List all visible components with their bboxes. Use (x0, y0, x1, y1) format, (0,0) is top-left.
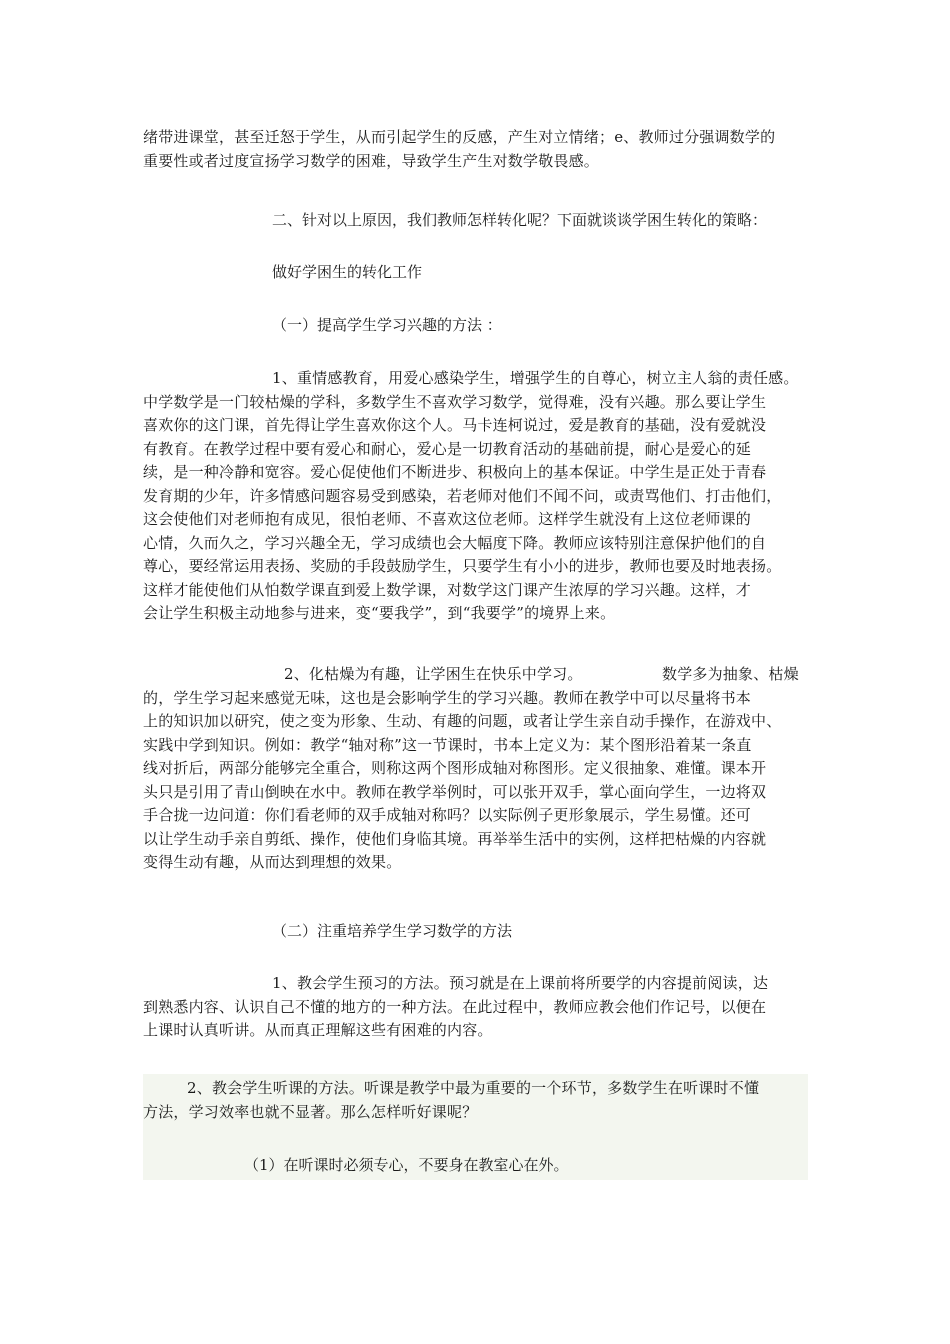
section-heading-2: 二、针对以上原因，我们教师怎样转化呢？下面就谈谈学困生转化的策略： (272, 211, 768, 229)
text-line: 绪带进课堂，甚至迁怒于学生，从而引起学生的反感，产生对立情绪；e、教师过分强调数学的 (143, 128, 776, 146)
text-line: 这会使他们对老师抱有成见，很怕老师、不喜欢这位老师。这样学生就没有上这位老师课的 (143, 510, 752, 528)
text-line: 实践中学到知识。例如：教学“轴对称”这一节课时，书本上定义为：某个图形沿着某一条直 (143, 735, 752, 754)
subsection-heading-1: （一）提高学生学习兴趣的方法 ： (272, 316, 502, 334)
text-line: 有教育。在教学过程中要有爱心和耐心，爱心是一切教育活动的基础前提，耐心是爱心的延 (143, 439, 752, 458)
subsection-heading: 做好学困生的转化工作 (272, 263, 423, 281)
text-line: 中学数学是一门较枯燥的学科，多数学生不喜欢学习数学，觉得难，没有兴趣。那么要让学生 (143, 392, 767, 411)
text-line: 方法，学习效率也就不显著。那么怎样听好课呢？ (143, 1102, 478, 1121)
item-2-heading: 2、化枯燥为有趣，让学困生在快乐中学习。 (284, 665, 583, 683)
text-line: 1、教会学生预习的方法。预习就是在上课前将所要学的内容提前阅读，达 (272, 974, 769, 992)
paragraph-listening-method (143, 1077, 808, 1124)
text-line: 会让学生积极主动地参与进来，变“要我学”，到“我要学”的境界上来。 (143, 604, 616, 622)
text-line: 心情，久而久之，学习兴趣全无，学习成绩也会大幅度下降。教师应该特别注意保护他们的自 (143, 533, 767, 552)
text-line (143, 663, 808, 687)
text-line: 发育期的少年，许多情感问题容易受到感染，若老师对他们不闻不问，或责骂他们、打击他们， (143, 486, 782, 505)
text-line: 上的知识加以研究，使之变为形象、生动、有趣的问题，或者让学生亲自动手操作，在游戏中、 (143, 712, 782, 730)
text-line: 到熟悉内容、认识自己不懂的地方的一种方法。在此过程中，教师应教会他们作记号，以便在 (143, 997, 767, 1016)
text-line: 的，学生学习起来感觉无味，这也是会影响学生的学习兴趣。教师在教学中可以尽量将书本 (143, 688, 752, 707)
paragraph-intro-tail (143, 126, 808, 173)
text-line: 这样才能使他们从怕数学课直到爱上数学课，对数学这门课产生浓厚的学习兴趣。这样，才 (143, 580, 752, 599)
text-line: 变得生动有趣，从而达到理想的效果。 (143, 853, 402, 871)
paragraph-emotion-education (143, 367, 808, 626)
text-line: 尊心，要经常运用表扬、奖励的手段鼓励学生，只要学生有小小的进步，教师也要及时地表扬。 (143, 557, 782, 575)
paragraph-make-interesting (143, 663, 808, 875)
text-line: 2、教会学生听课的方法。听课是教学中最为重要的一个环节，多数学生在听课时不懂 (187, 1079, 760, 1097)
text-line: 手合拢一边问道：你们看老师的双手成轴对称吗？以实际例子更形象展示，学生易懂。还可 (143, 806, 752, 824)
text-line: 线对折后，两部分能够完全重合，则称这两个图形成轴对称图形。定义很抽象、难懂。课本开 (143, 759, 767, 777)
text-line: 头只是引用了青山倒映在水中。教师在教学举例时，可以张开双手，掌心面向学生，一边将双 (143, 782, 767, 801)
item-2-lead: 数学多为抽象、枯燥 (662, 665, 799, 683)
text-line: 重要性或者过度宣扬学习数学的困难，导致学生产生对数学敬畏感。 (143, 151, 600, 170)
text-line: 喜欢你的这门课，首先得让学生喜欢你这个人。马卡连柯说过，爱是教育的基础，没有爱就没 (143, 416, 767, 434)
text-line: 上课时认真听讲。从而真正理解这些有困难的内容。 (143, 1021, 493, 1039)
list-item-1: （1）在听课时必须专心，不要身在教室心在外。 (244, 1156, 569, 1174)
text-line: 续，是一种冷静和宽容。爱心促使他们不断进步、积极向上的基本保证。中学生是正处于青春 (143, 463, 767, 481)
subsection-heading-2: （二）注重培养学生学习数学的方法 (272, 922, 513, 940)
text-line: 1、重情感教育，用爱心感染学生，增强学生的自尊心，树立主人翁的责任感。 (272, 369, 799, 387)
paragraph-preview-method (143, 972, 808, 1043)
text-line: 以让学生动手亲自剪纸、操作，使他们身临其境。再举举生活中的实例，这样把枯燥的内容就 (143, 829, 767, 848)
